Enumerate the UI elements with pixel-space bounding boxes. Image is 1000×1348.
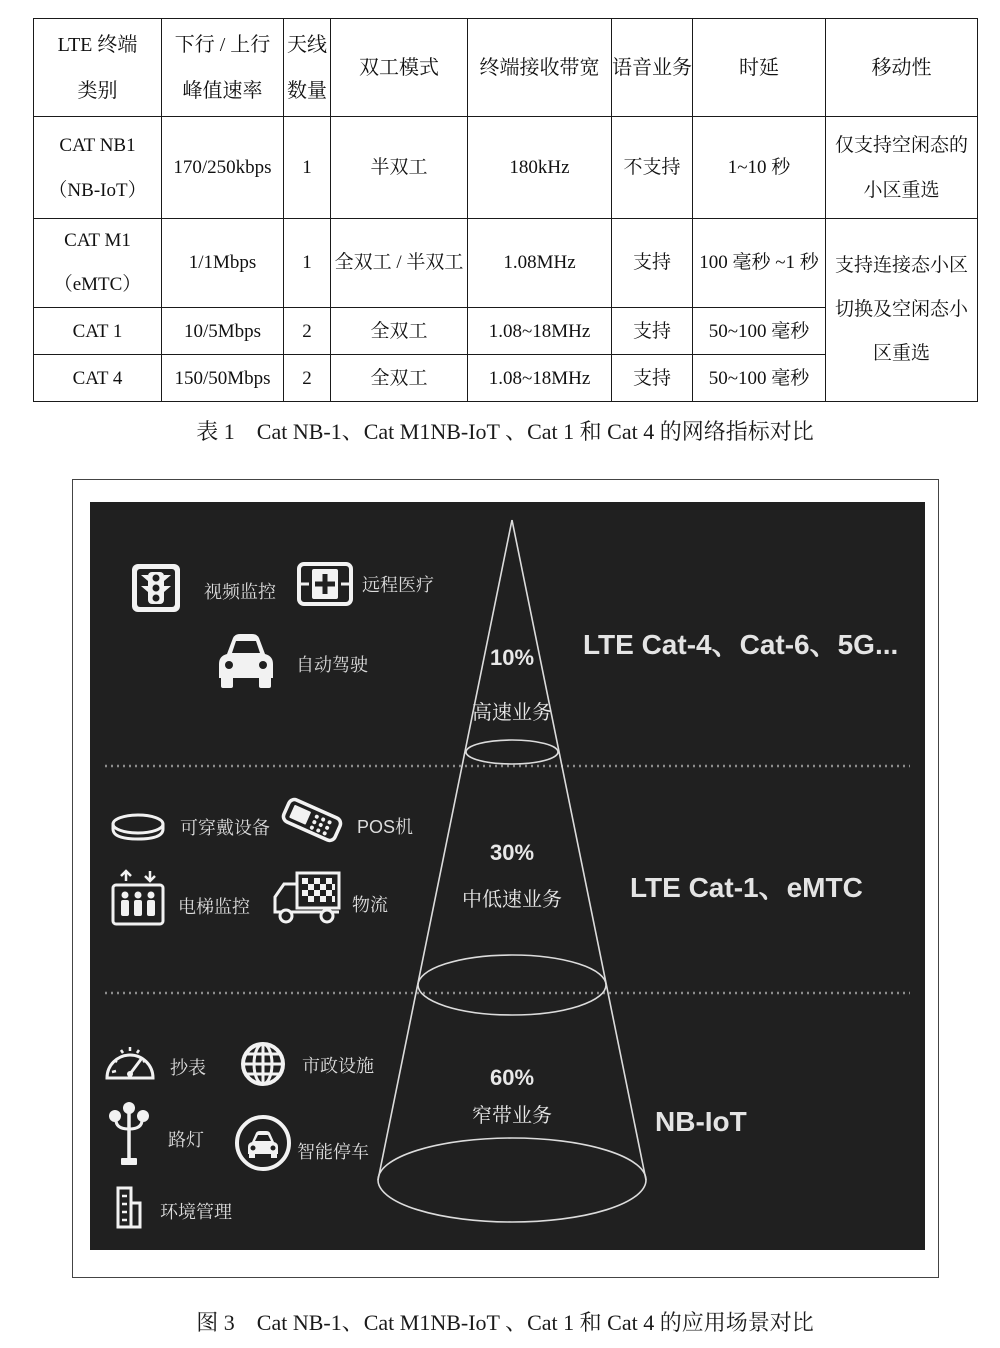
- cell-category: CAT 1: [34, 308, 162, 355]
- header-line: 峰值速率: [182, 79, 263, 102]
- cell-category: [34, 117, 162, 219]
- mobility-line: 支持连接态小区: [834, 255, 968, 276]
- cell-latency: 50~100 毫秒: [693, 308, 826, 355]
- category-line: CAT NB1: [59, 134, 136, 156]
- header-line: 数量: [287, 79, 327, 102]
- cell-category: [34, 219, 162, 308]
- app-label: 视频监控: [204, 582, 276, 602]
- cone-ring-middle: [418, 955, 606, 1015]
- header-peak-rate: [162, 19, 284, 117]
- category-line: （NB-IoT）: [48, 179, 147, 201]
- app-label: 路灯: [168, 1130, 204, 1150]
- tier-share-high: 10%: [489, 645, 535, 670]
- cell-latency: 100 毫秒 ~1 秒: [693, 219, 826, 308]
- tier-service-narrowband: 窄带业务: [472, 1105, 552, 1127]
- cell-bandwidth: 1.08MHz: [468, 219, 612, 308]
- category-line: CAT M1: [64, 230, 131, 251]
- cell-voice: 支持: [612, 308, 693, 355]
- tier-service-medium: 中低速业务: [462, 889, 562, 911]
- mobility-line: 区重选: [872, 343, 930, 364]
- cell-category: CAT 4: [34, 355, 162, 402]
- cell-latency: 1~10 秒: [693, 117, 826, 219]
- header-line: 终端接收带宽: [479, 56, 600, 79]
- cell-duplex: 半双工: [331, 117, 468, 219]
- mobility-line: 小区重选: [863, 179, 940, 201]
- table-caption: [10, 417, 1000, 447]
- table-caption-text: Cat NB-1、Cat M1NB-IoT 、Cat 1 和 Cat 4 的网络指标对比: [256, 419, 814, 444]
- mobility-line: 切换及空闲态小: [834, 299, 968, 320]
- cell-duplex: 全双工: [331, 308, 468, 355]
- cone-base: [378, 1138, 646, 1222]
- figure-caption: [10, 1308, 1000, 1338]
- medical-kit-icon: [297, 560, 353, 608]
- tier-technology-medium: LTE Cat-1、eMTC: [630, 872, 863, 903]
- cell-voice: 不支持: [612, 117, 693, 219]
- parking-car-icon: [234, 1114, 292, 1172]
- cell-bandwidth: 180kHz: [468, 117, 612, 219]
- header-line: 时延: [739, 56, 779, 79]
- header-line: 双工模式: [359, 56, 439, 79]
- category-line: （eMTC）: [53, 274, 142, 295]
- elevator-icon: [110, 868, 166, 926]
- tier-share-narrowband: 60%: [489, 1065, 535, 1090]
- tier-service-high: 高速业务: [472, 702, 552, 724]
- cell-bandwidth: 1.08~18MHz: [468, 308, 612, 355]
- wristband-icon: [110, 812, 166, 842]
- cell-peak-rate: 10/5Mbps: [162, 308, 284, 355]
- app-label: 环境管理: [160, 1202, 232, 1222]
- header-terminal-category: [34, 19, 162, 117]
- header-line: 类别: [77, 79, 118, 102]
- application-scenario-figure: [90, 502, 925, 1250]
- header-line: LTE 终端: [57, 33, 138, 56]
- cell-voice: 支持: [612, 355, 693, 402]
- app-label: 电梯监控: [178, 897, 250, 917]
- pos-terminal-icon: [278, 795, 346, 845]
- figure-caption-label: 图 3: [196, 1310, 235, 1335]
- network-metrics-table: [33, 18, 978, 402]
- tier-technology-high: LTE Cat-4、Cat-6、5G...: [583, 629, 899, 660]
- header-line: 下行 / 上行: [174, 33, 271, 56]
- traffic-light-icon: [130, 562, 182, 614]
- header-rx-bandwidth: [468, 19, 612, 117]
- header-voice-service: [612, 19, 693, 117]
- figure-caption-text: Cat NB-1、Cat M1NB-IoT 、Cat 1 和 Cat 4 的应用场景对比: [256, 1310, 814, 1335]
- app-label: 抄表: [170, 1058, 206, 1078]
- cone-ring-top: [466, 740, 558, 764]
- cell-antennas: 2: [284, 355, 331, 402]
- table-row: [34, 219, 978, 308]
- app-label: 智能停车: [297, 1142, 369, 1162]
- app-label: 可穿戴设备: [180, 818, 270, 838]
- cell-peak-rate: 170/250kbps: [162, 117, 284, 219]
- cell-antennas: 1: [284, 219, 331, 308]
- header-line: 天线: [287, 33, 327, 56]
- cell-peak-rate: 1/1Mbps: [162, 219, 284, 308]
- cell-mobility: [826, 117, 978, 219]
- header-duplex-mode: [331, 19, 468, 117]
- street-lamp-icon: [108, 1100, 150, 1166]
- app-label: 自动驾驶: [296, 655, 368, 675]
- tier-technology-narrowband: NB-IoT: [655, 1106, 747, 1137]
- app-label: 物流: [352, 895, 388, 915]
- gauge-icon: [103, 1038, 157, 1082]
- tier-share-medium: 30%: [489, 840, 535, 865]
- header-line: 语音业务: [612, 56, 692, 79]
- table-header-row: [34, 19, 978, 117]
- mobility-line: 仅支持空闲态的: [834, 134, 968, 156]
- table-caption-label: 表 1: [196, 419, 235, 444]
- app-label: 远程医疗: [362, 575, 434, 595]
- cell-mobility-merged: [826, 219, 978, 402]
- header-mobility: [826, 19, 978, 117]
- header-antenna-count: [284, 19, 331, 117]
- header-line: 移动性: [871, 56, 932, 79]
- cell-antennas: 1: [284, 117, 331, 219]
- cell-latency: 50~100 毫秒: [693, 355, 826, 402]
- header-latency: [693, 19, 826, 117]
- building-icon: [115, 1185, 143, 1229]
- car-icon: [215, 630, 277, 690]
- cell-bandwidth: 1.08~18MHz: [468, 355, 612, 402]
- delivery-truck-icon: [272, 870, 342, 926]
- cell-voice: 支持: [612, 219, 693, 308]
- app-label: 市政设施: [302, 1056, 374, 1076]
- table-row: [34, 117, 978, 219]
- cell-antennas: 2: [284, 308, 331, 355]
- globe-icon: [240, 1040, 286, 1088]
- app-label: POS机: [357, 817, 414, 837]
- cell-duplex: 全双工 / 半双工: [331, 219, 468, 308]
- cell-duplex: 全双工: [331, 355, 468, 402]
- cell-peak-rate: 150/50Mbps: [162, 355, 284, 402]
